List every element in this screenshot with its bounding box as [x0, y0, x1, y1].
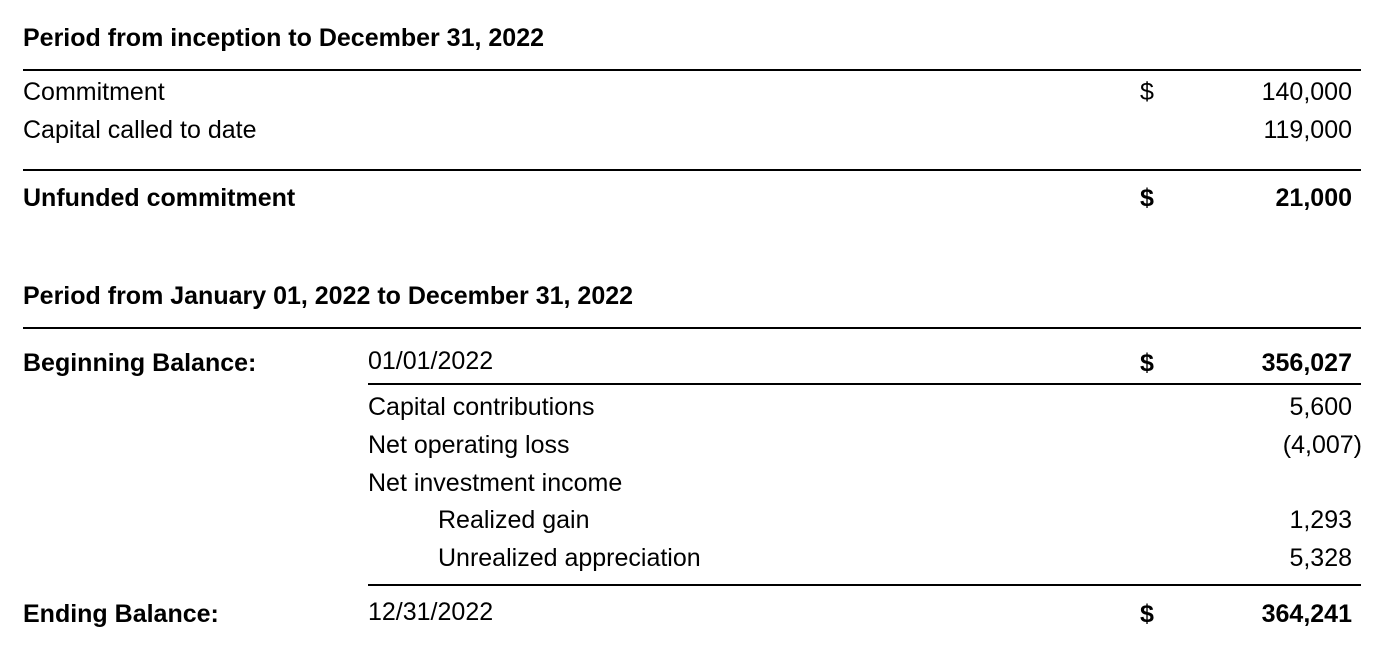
unrealized-appreciation-label: Unrealized appreciation [438, 544, 701, 572]
commitment-label: Commitment [23, 78, 165, 106]
section1-top-rule [23, 69, 1361, 71]
realized-gain-label: Realized gain [438, 506, 590, 534]
net-operating-loss-label: Net operating loss [368, 431, 570, 459]
capital-called-amount: 119,000 [1263, 116, 1352, 144]
section2-title: Period from January 01, 2022 to December 31, 2022 [23, 282, 634, 310]
ending-balance-amount: 364,241 [1261, 600, 1352, 628]
unrealized-appreciation-amount: 5,328 [1289, 544, 1352, 572]
ending-balance-label: Ending Balance: [23, 600, 219, 628]
commitment-currency: $ [1140, 78, 1154, 106]
realized-gain-amount: 1,293 [1289, 506, 1352, 534]
net-operating-loss-amount: (4,007) [1282, 431, 1362, 459]
beginning-balance-date: 01/01/2022 [368, 347, 494, 375]
unfunded-label: Unfunded commitment [23, 184, 296, 212]
unfunded-currency: $ [1140, 184, 1154, 212]
unfunded-amount: 21,000 [1275, 184, 1352, 212]
beginning-balance-amount: 356,027 [1261, 349, 1352, 377]
section1-title: Period from inception to December 31, 2022 [23, 24, 544, 52]
capital-contributions-amount: 5,600 [1289, 393, 1352, 421]
beginning-balance-rule [368, 383, 1361, 385]
section2-top-rule [23, 327, 1361, 329]
section1-total-rule [23, 169, 1361, 171]
net-investment-income-label: Net investment income [368, 469, 623, 497]
ending-balance-date: 12/31/2022 [368, 598, 494, 626]
capital-called-label: Capital called to date [23, 116, 257, 144]
beginning-balance-label: Beginning Balance: [23, 349, 257, 377]
capital-contributions-label: Capital contributions [368, 393, 595, 421]
ending-balance-rule [368, 584, 1361, 586]
beginning-balance-currency: $ [1140, 349, 1154, 377]
ending-balance-currency: $ [1140, 600, 1154, 628]
commitment-amount: 140,000 [1261, 78, 1352, 106]
